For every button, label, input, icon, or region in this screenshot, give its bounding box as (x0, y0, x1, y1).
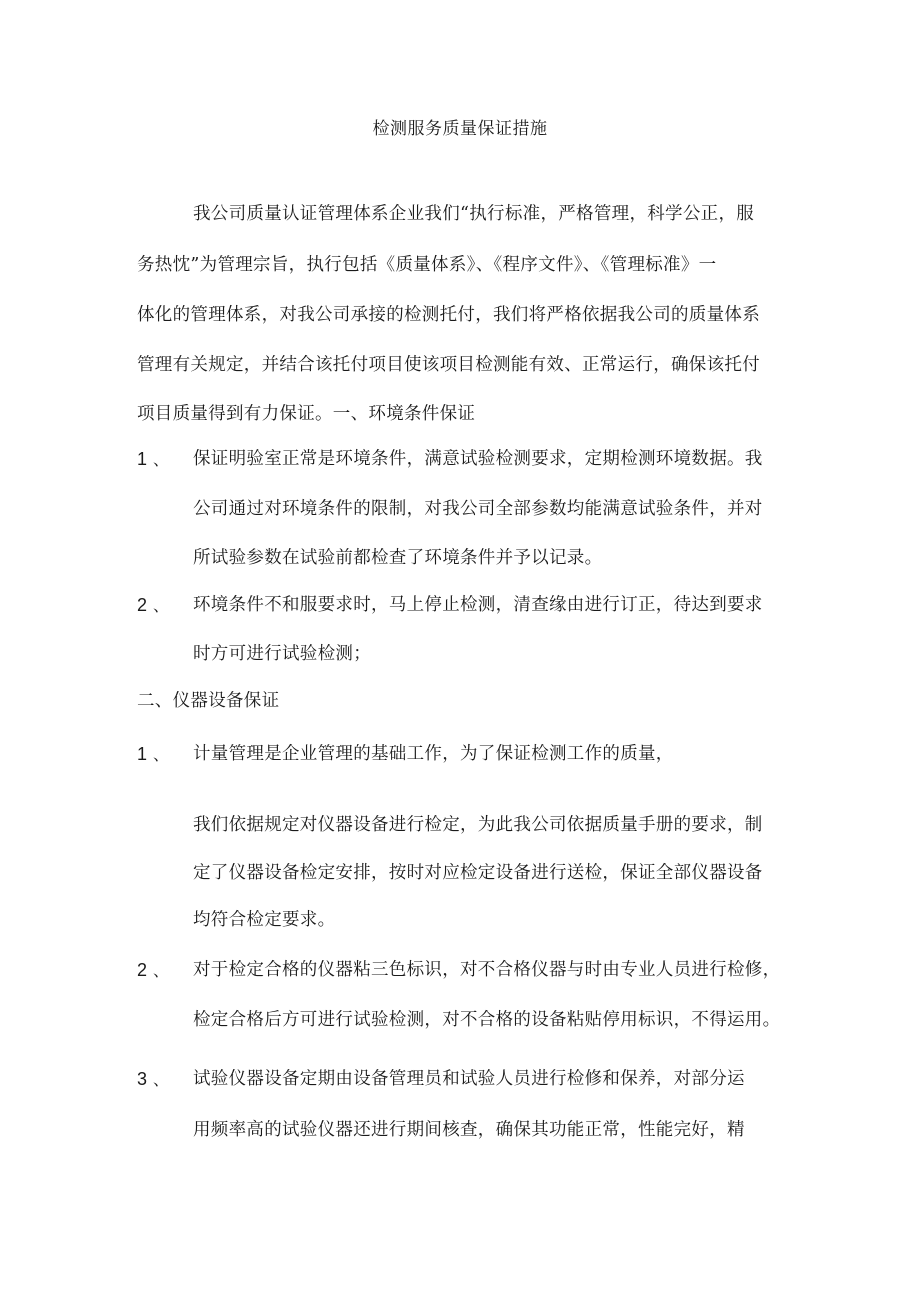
list-item-line: 对于检定合格的仪器粘三色标识，对不合格仪器与时由专业人员进行检修， (193, 960, 781, 980)
list-item-number: 2 、 (137, 595, 170, 615)
list-item-line: 所试验参数在试验前都检查了环境条件并予以记录。 (193, 548, 603, 568)
list-item-number: 1 、 (137, 449, 170, 469)
list-item-line: 保证明验室正常是环境条件，满意试验检测要求，定期检测环境数据。我 (193, 449, 763, 469)
intro-line: 管理有关规定，并结合该托付项目使该项目检测能有效、正常运行，确保该托付 (137, 355, 760, 375)
intro-line: 我公司质量认证管理体系企业我们“执行标准，严格管理，科学公正，服 (193, 204, 755, 224)
list-item-line: 均符合检定要求。 (193, 910, 336, 930)
list-item-line: 检定合格后方可进行试验检测，对不合格的设备粘贴停用标识，不得运用。 (193, 1010, 781, 1030)
list-item-line: 环境条件不和服要求时，马上停止检测，清查缘由进行订正，待达到要求 (193, 595, 763, 615)
section-heading: 二、仪器设备保证 (137, 691, 280, 711)
list-item-line: 我们依据规定对仪器设备进行检定，为此我公司依据质量手册的要求，制 (193, 815, 763, 835)
intro-line: 体化的管理体系，对我公司承接的检测托付，我们将严格依据我公司的质量体系 (137, 305, 760, 325)
page-title: 检测服务质量保证措施 (372, 119, 548, 139)
list-item-line: 试验仪器设备定期由设备管理员和试验人员进行检修和保养，对部分运 (193, 1069, 745, 1089)
intro-line: 项目质量得到有力保证。一、环境条件保证 (137, 404, 476, 424)
list-item-line: 定了仪器设备检定安排，按时对应检定设备进行送检，保证全部仪器设备 (193, 863, 763, 883)
intro-line: 务热忱”为管理宗旨，执行包括《质量体系》、《程序文件》、《管理标准》一 (137, 255, 717, 275)
list-item-line: 时方可进行试验检测； (193, 644, 371, 664)
list-item-line: 计量管理是企业管理的基础工作，为了保证检测工作的质量， (193, 744, 674, 764)
list-item-number: 1 、 (137, 744, 170, 764)
list-item-number: 3 、 (137, 1069, 170, 1089)
list-item-line: 公司通过对环境条件的限制，对我公司全部参数均能满意试验条件，并对 (193, 499, 763, 519)
list-item-number: 2 、 (137, 960, 170, 980)
list-item-line: 用频率高的试验仪器还进行期间核查，确保其功能正常，性能完好，精 (193, 1120, 745, 1140)
